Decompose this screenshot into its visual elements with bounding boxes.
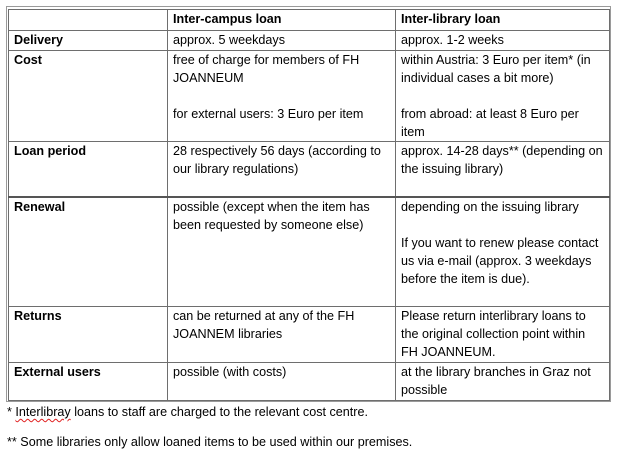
header-interlibrary: Inter-library loan xyxy=(396,10,610,31)
loan-period-interlibrary: approx. 14-28 days** (depending on the issuing library) xyxy=(396,142,610,197)
row-returns xyxy=(9,307,610,363)
renewal-interlibrary-contact: If you want to renew please contact us via e-mail (approx. 3 weekdays before the item is due). xyxy=(401,235,599,286)
label-renewal: Renewal xyxy=(9,197,168,307)
row-delivery xyxy=(9,31,610,51)
header-row xyxy=(9,10,610,31)
row-external-users xyxy=(9,363,610,401)
header-corner-cell xyxy=(9,10,168,31)
label-returns: Returns xyxy=(9,307,168,363)
delivery-intercampus: approx. 5 weekdays xyxy=(168,31,396,51)
loan-period-intercampus: 28 respectively 56 days (according to our library regulations) xyxy=(168,142,396,197)
footnote-premises-use: ** Some libraries only allow loaned items to be used within our premises. xyxy=(7,435,413,449)
cost-interlibrary-abroad: from abroad: at least 8 Euro per item xyxy=(401,107,579,139)
cost-interlibrary xyxy=(396,51,610,142)
loan-comparison-table xyxy=(8,9,610,401)
footnote-staff-costs xyxy=(7,403,368,421)
cost-intercampus-external: for external users: 3 Euro per item xyxy=(173,107,364,121)
footnote-marker: * xyxy=(7,405,16,419)
label-cost: Cost xyxy=(9,51,168,142)
renewal-intercampus: possible (except when the item has been requested by someone else) xyxy=(168,197,396,307)
row-loan-period xyxy=(9,142,610,197)
returns-intercampus: can be returned at any of the FH JOANNEM libraries xyxy=(168,307,396,363)
row-renewal xyxy=(9,197,610,307)
external-users-interlibrary: at the library branches in Graz not possible xyxy=(396,363,610,401)
cost-intercampus-members: free of charge for members of FH JOANNEUM xyxy=(173,53,360,85)
label-external-users: External users xyxy=(9,363,168,401)
cost-interlibrary-austria: within Austria: 3 Euro per item* (in individual cases a bit more) xyxy=(401,53,591,85)
delivery-interlibrary: approx. 1-2 weeks xyxy=(396,31,610,51)
renewal-interlibrary xyxy=(396,197,610,307)
label-loan-period: Loan period xyxy=(9,142,168,197)
misspelled-word: Interlibray xyxy=(15,405,71,419)
renewal-interlibrary-depends: depending on the issuing library xyxy=(401,199,579,214)
returns-interlibrary: Please return interlibrary loans to the original collection point within FH JOANNEUM. xyxy=(396,307,610,363)
spacer xyxy=(401,87,605,105)
header-intercampus: Inter-campus loan xyxy=(168,10,396,31)
label-delivery: Delivery xyxy=(9,31,168,51)
spacer xyxy=(173,87,391,105)
external-users-intercampus: possible (with costs) xyxy=(168,363,396,401)
footnote-text: loans to staff are charged to the relevant cost centre. xyxy=(70,405,368,419)
cost-intercampus xyxy=(168,51,396,142)
spacer xyxy=(401,216,605,234)
row-cost xyxy=(9,51,610,142)
